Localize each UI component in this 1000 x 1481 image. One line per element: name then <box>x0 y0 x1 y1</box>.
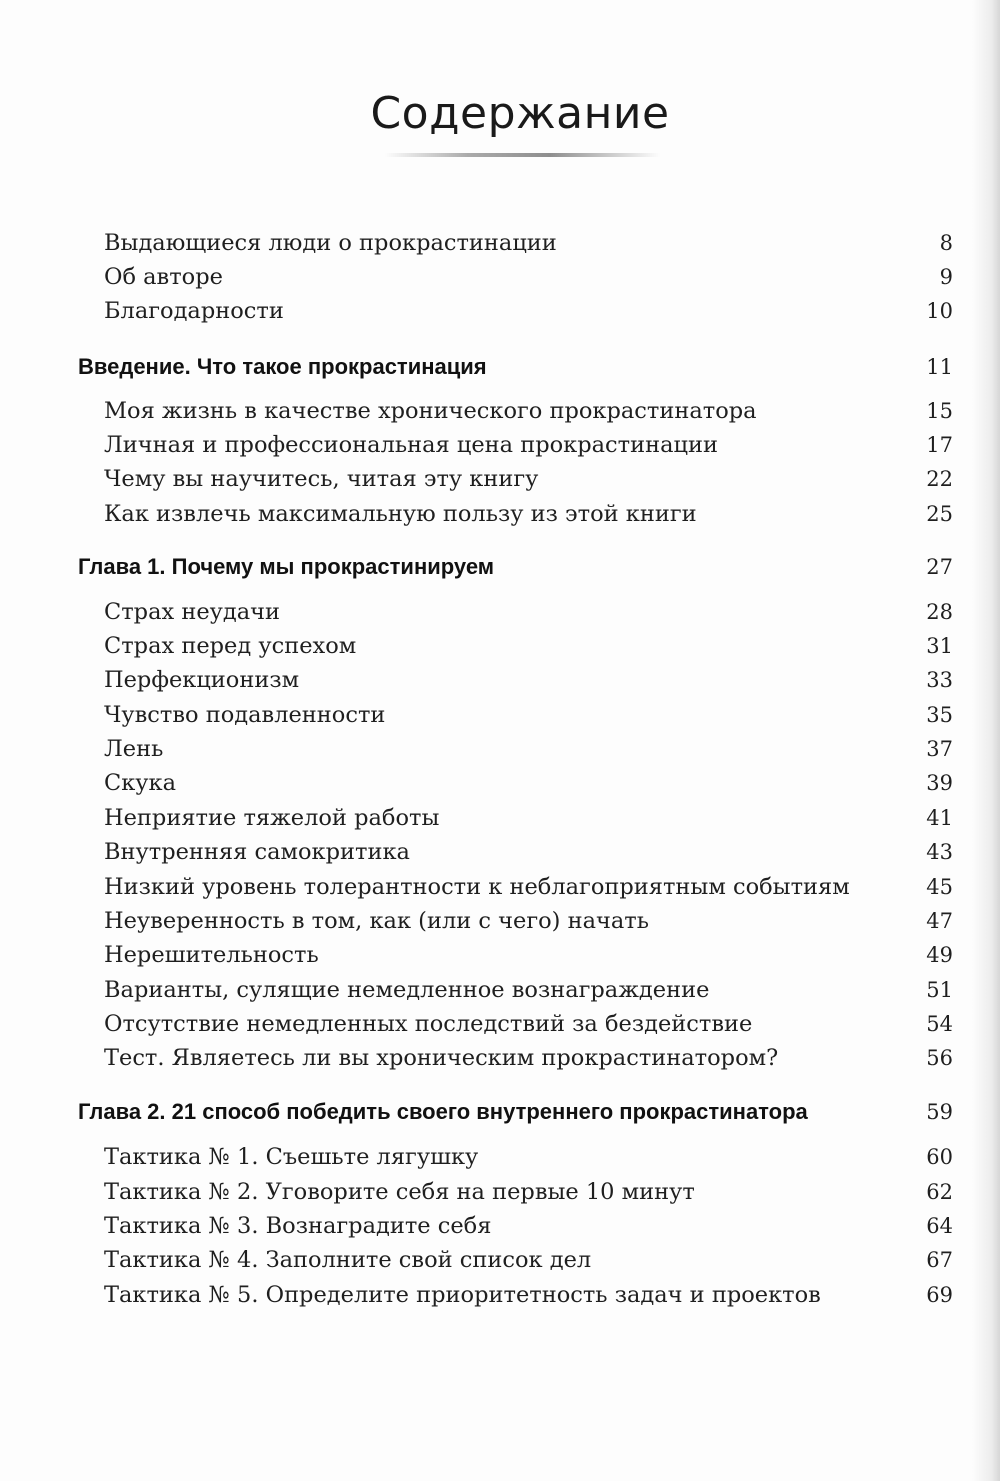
toc-entry[interactable] <box>0 394 1000 428</box>
toc-entry[interactable] <box>0 462 1000 496</box>
toc-entry-label: Неуверенность в том, как (или с чего) начать <box>104 908 649 934</box>
toc-chapter-label: Глава 2. 21 способ победить своего внутреннего прокрастинатора <box>78 1099 808 1124</box>
title-underline <box>385 153 660 157</box>
toc-chapter-heading[interactable] <box>0 350 1000 384</box>
toc-entry-label: Перфекционизм <box>104 667 300 693</box>
toc-page-number: 41 <box>926 806 953 830</box>
toc-entry[interactable] <box>0 1209 1000 1243</box>
toc-page-number: 27 <box>926 555 953 579</box>
toc-page-number: 11 <box>926 355 953 379</box>
toc-entry-label: Благодарности <box>104 298 284 324</box>
toc-page-number: 47 <box>926 909 953 933</box>
toc-entry-label: Выдающиеся люди о прокрастинации <box>104 230 557 256</box>
toc-page-number: 51 <box>926 978 953 1002</box>
toc-page-number: 64 <box>926 1214 953 1238</box>
toc-entry[interactable] <box>0 497 1000 531</box>
toc-entry-label: Моя жизнь в качестве хронического прокрастинатора <box>104 398 757 424</box>
toc-entry[interactable] <box>0 698 1000 732</box>
toc-entry[interactable] <box>0 260 1000 294</box>
toc-entry[interactable] <box>0 595 1000 629</box>
toc-entry-label: Тактика № 3. Вознаградите себя <box>104 1213 492 1239</box>
toc-entry-label: Скука <box>104 770 176 796</box>
toc-page-number: 49 <box>926 943 953 967</box>
toc-entry-label: Страх перед успехом <box>104 633 357 659</box>
toc-entry-label: Низкий уровень толерантности к неблагоприятным событиям <box>104 874 850 900</box>
toc-entry-label: Страх неудачи <box>104 599 281 625</box>
toc-entry-label: Тактика № 4. Заполните свой список дел <box>104 1247 592 1273</box>
toc-entry-label: Лень <box>104 736 164 762</box>
toc-entry-label: Тактика № 2. Уговорите себя на первые 10 минут <box>104 1179 695 1205</box>
toc-entry[interactable] <box>0 1175 1000 1209</box>
toc-page-number: 60 <box>926 1145 953 1169</box>
toc-chapter-heading[interactable] <box>0 550 1000 584</box>
toc-page-number: 45 <box>926 875 953 899</box>
toc-entry[interactable] <box>0 294 1000 328</box>
toc-page-number: 22 <box>926 467 953 491</box>
toc-entry-label: Как извлечь максимальную пользу из этой книги <box>104 501 697 527</box>
toc-entry[interactable] <box>0 870 1000 904</box>
toc-entry-label: Неприятие тяжелой работы <box>104 805 440 831</box>
toc-chapter-heading[interactable] <box>0 1095 1000 1129</box>
toc-page-number: 54 <box>926 1012 953 1036</box>
toc-entry[interactable] <box>0 904 1000 938</box>
toc-entry[interactable] <box>0 1041 1000 1075</box>
toc-page-number: 31 <box>926 634 953 658</box>
toc-page-number: 33 <box>926 668 953 692</box>
toc-entry-label: Об авторе <box>104 264 223 290</box>
toc-page-number: 39 <box>926 771 953 795</box>
toc-page-number: 10 <box>926 299 953 323</box>
toc-page-number: 8 <box>939 231 953 255</box>
page-title: Содержание <box>370 88 670 139</box>
toc-entry-label: Тактика № 5. Определите приоритетность задач и проектов <box>104 1282 821 1308</box>
toc-entry[interactable] <box>0 629 1000 663</box>
toc-entry-label: Личная и профессиональная цена прокрастинации <box>104 432 718 458</box>
toc-page-number: 17 <box>926 433 953 457</box>
toc-page-number: 56 <box>926 1046 953 1070</box>
toc-entry[interactable] <box>0 226 1000 260</box>
toc-entry-label: Внутренняя самокритика <box>104 839 410 865</box>
toc-entry[interactable] <box>0 1278 1000 1312</box>
toc-entry-label: Чувство подавленности <box>104 702 386 728</box>
toc-chapter-label: Глава 1. Почему мы прокрастинируем <box>78 554 495 579</box>
toc-entry-label: Отсутствие немедленных последствий за бездействие <box>104 1011 753 1037</box>
toc-entry[interactable] <box>0 732 1000 766</box>
toc-entry[interactable] <box>0 428 1000 462</box>
toc-page-number: 28 <box>926 600 953 624</box>
toc-entry[interactable] <box>0 938 1000 972</box>
toc-page-number: 67 <box>926 1248 953 1272</box>
toc-page-number: 43 <box>926 840 953 864</box>
toc-chapter-label: Введение. Что такое прокрастинация <box>78 354 487 379</box>
toc-page-number: 9 <box>939 265 953 289</box>
toc-page-number: 25 <box>926 502 953 526</box>
toc-entry-label: Варианты, сулящие немедленное вознаграждение <box>104 977 710 1003</box>
toc-entry-label: Нерешительность <box>104 942 319 968</box>
toc-entry[interactable] <box>0 663 1000 697</box>
toc-entry-label: Чему вы научитесь, читая эту книгу <box>104 466 539 492</box>
toc-page-number: 35 <box>926 703 953 727</box>
toc-entry[interactable] <box>0 766 1000 800</box>
toc-entry[interactable] <box>0 1007 1000 1041</box>
toc-entry[interactable] <box>0 835 1000 869</box>
toc-entry-label: Тактика № 1. Съешьте лягушку <box>104 1144 479 1170</box>
toc-entry[interactable] <box>0 1243 1000 1277</box>
toc-page-number: 59 <box>926 1100 953 1124</box>
toc-page-number: 62 <box>926 1180 953 1204</box>
toc-entry-label: Тест. Являетесь ли вы хроническим прокрастинатором? <box>104 1045 779 1071</box>
toc-entry[interactable] <box>0 973 1000 1007</box>
toc-entry[interactable] <box>0 801 1000 835</box>
toc-page-number: 15 <box>926 399 953 423</box>
toc-entry[interactable] <box>0 1140 1000 1174</box>
toc-page-number: 37 <box>926 737 953 761</box>
toc-page-number: 69 <box>926 1283 953 1307</box>
